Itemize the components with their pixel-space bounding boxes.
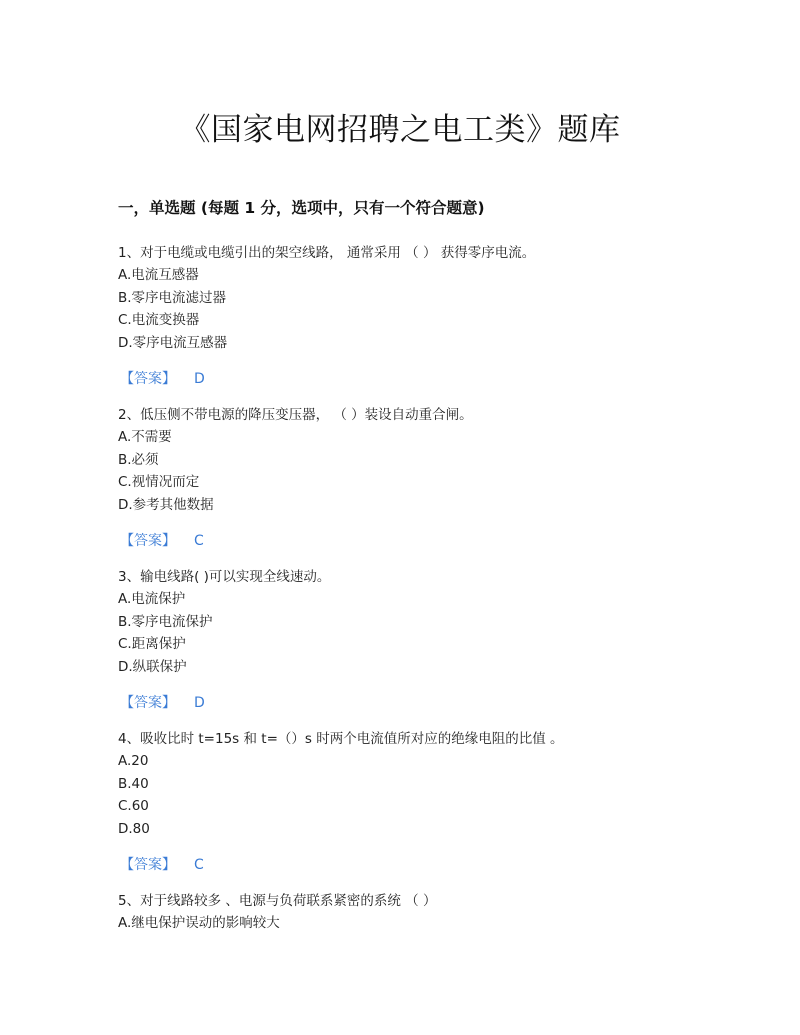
answer-label: 【答案】 (120, 857, 176, 873)
document-title: 《国家电网招聘之电工类》题库 (179, 112, 621, 148)
question-stem: 3、输电线路( )可以实现全线速动。 (118, 569, 331, 585)
option-a: A.电流保护 (118, 591, 186, 607)
question-stem: 2、低压侧不带电源的降压变压器， （ ）装设自动重合闸。 (118, 407, 473, 423)
answer-line (118, 692, 718, 714)
question-stem: 1、对于电缆或电缆引出的架空线路， 通常采用 （ ） 获得零序电流。 (118, 245, 536, 261)
option-d: D.参考其他数据 (118, 496, 214, 513)
option-c: C.60 (118, 798, 149, 814)
question-stem: 5、对于线路较多 、电源与负荷联系紧密的系统 （ ） (118, 893, 437, 909)
option-b: B.必须 (118, 451, 159, 468)
option-c: C.视情况而定 (118, 474, 200, 490)
answer-value: D (194, 695, 205, 711)
question-list (118, 242, 718, 935)
option-d: D.80 (118, 820, 150, 837)
answer-label: 【答案】 (120, 371, 176, 387)
option-b: B.零序电流保护 (118, 613, 213, 630)
option-d: D.零序电流互感器 (118, 334, 228, 351)
question-2 (118, 404, 718, 552)
question-4 (118, 728, 718, 876)
option-a: A.继电保护误动的影响较大 (118, 915, 280, 931)
answer-line (118, 530, 718, 552)
answer-line (118, 854, 718, 876)
section-heading: 一，单选题 (每题 1 分，选项中，只有一个符合题意) (118, 199, 485, 217)
answer-value: C (194, 857, 204, 873)
option-a: A.不需要 (118, 429, 172, 445)
option-a: A.20 (118, 753, 149, 769)
question-1 (118, 242, 718, 390)
answer-label: 【答案】 (120, 533, 176, 549)
option-c: C.电流变换器 (118, 312, 200, 328)
answer-line (118, 368, 718, 390)
option-b: B.40 (118, 775, 149, 792)
option-c: C.距离保护 (118, 636, 186, 652)
question-3 (118, 566, 718, 714)
answer-value: D (194, 371, 205, 387)
answer-value: C (194, 533, 204, 549)
option-a: A.电流互感器 (118, 267, 199, 283)
option-d: D.纵联保护 (118, 658, 187, 675)
answer-label: 【答案】 (120, 695, 176, 711)
option-b: B.零序电流滤过器 (118, 289, 227, 306)
question-stem: 4、吸收比时 t=15s 和 t=（）s 时两个电流值所对应的绝缘电阻的比值 。 (118, 731, 564, 747)
question-5 (118, 890, 718, 935)
